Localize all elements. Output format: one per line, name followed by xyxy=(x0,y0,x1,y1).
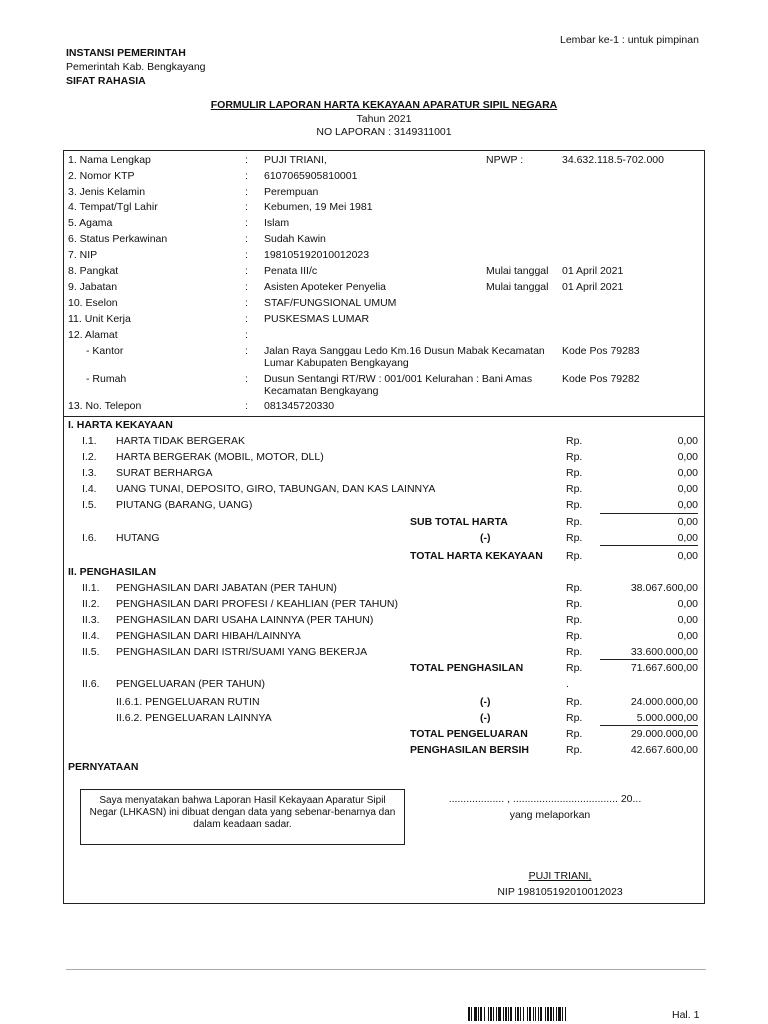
pengeluaran-rutin-minus: (-) xyxy=(480,696,491,708)
kantor-colon: : xyxy=(245,345,248,357)
identity-label: 5. Agama xyxy=(68,217,113,229)
identity-value: Sudah Kawin xyxy=(264,233,326,245)
classification-label: SIFAT RAHASIA xyxy=(66,75,146,87)
identity-value: Islam xyxy=(264,217,290,229)
income-item-label: PENGHASILAN DARI ISTRI/SUAMI YANG BEKERJA xyxy=(116,646,368,658)
penghasilan-bersih-label: PENGHASILAN BERSIH xyxy=(410,744,530,756)
income-item-amount: 0,00 xyxy=(677,598,698,610)
harta-item-number: I.3. xyxy=(82,467,97,479)
jabatan-start-date: 01 April 2021 xyxy=(562,281,624,293)
pengeluaran-rutin-currency: Rp. xyxy=(566,696,583,708)
pengeluaran-rutin-amount: 24.000.000,00 xyxy=(630,696,698,708)
harta-item-amount: 0,00 xyxy=(677,435,698,447)
income-item-amount: 0,00 xyxy=(677,614,698,626)
pengeluaran-lainnya-amount: 5.000.000,00 xyxy=(636,712,698,724)
total-income-currency: Rp. xyxy=(566,662,583,674)
identity-colon: : xyxy=(245,281,248,293)
signer-name: PUJI TRIANI, xyxy=(528,870,592,882)
identity-label: 2. Nomor KTP xyxy=(68,170,135,182)
barcode-icon xyxy=(468,1007,567,1021)
identity-colon: : xyxy=(245,297,248,309)
report-number: NO LAPORAN : 3149311001 xyxy=(316,126,452,138)
total-harta-currency: Rp. xyxy=(566,550,583,562)
total-harta-underline xyxy=(600,545,698,546)
total-pengeluaran-amount: 29.000.000,00 xyxy=(630,728,698,740)
copy-note: Lembar ke-1 : untuk pimpinan xyxy=(560,34,699,46)
identity-colon: : xyxy=(245,217,248,229)
harta-item-currency: Rp. xyxy=(566,451,583,463)
identity-label: 10. Eselon xyxy=(68,297,118,309)
income-item-number: II.3. xyxy=(82,614,100,626)
footer-divider xyxy=(66,969,706,970)
subtotal-harta-currency: Rp. xyxy=(566,516,583,528)
identity-colon: : xyxy=(245,233,248,245)
harta-item-amount: 0,00 xyxy=(677,451,698,463)
harta-item-number: I.1. xyxy=(82,435,97,447)
identity-label: 7. NIP xyxy=(68,249,98,261)
harta-item-label: HARTA TIDAK BERGERAK xyxy=(116,435,245,447)
identity-value: STAF/FUNGSIONAL UMUM xyxy=(264,297,397,309)
sub-agency: Pemerintah Kab. Bengkayang xyxy=(66,61,206,73)
phone-label: 13. No. Telepon xyxy=(68,400,142,412)
identity-colon: : xyxy=(245,249,248,261)
identity-colon: : xyxy=(245,170,248,182)
identity-label: 11. Unit Kerja xyxy=(68,313,131,325)
pangkat-start-date: 01 April 2021 xyxy=(562,265,624,277)
total-income-amount: 71.667.600,00 xyxy=(630,662,698,674)
income-item-number: II.4. xyxy=(82,630,100,642)
kantor-postcode: Kode Pos 79283 xyxy=(562,345,640,357)
total-income-underline xyxy=(600,659,698,660)
hutang-amount: 0,00 xyxy=(677,532,698,544)
income-item-currency: Rp. xyxy=(566,614,583,626)
identity-value: Asisten Apoteker Penyelia xyxy=(264,281,386,293)
subtotal-harta-label: SUB TOTAL HARTA xyxy=(410,516,508,528)
signer-nip: NIP 198105192010012023 xyxy=(497,886,623,898)
agency-name: INSTANSI PEMERINTAH xyxy=(66,47,186,59)
hutang-minus: (-) xyxy=(480,532,491,544)
page-number: Hal. 1 xyxy=(672,1009,700,1021)
identity-colon: : xyxy=(245,154,248,166)
identity-value: Perempuan xyxy=(264,186,319,198)
income-item-currency: Rp. xyxy=(566,646,583,658)
identity-value: PUSKESMAS LUMAR xyxy=(264,313,370,325)
harta-item-amount: 0,00 xyxy=(677,483,698,495)
identity-value: PUJI TRIANI, xyxy=(264,154,327,166)
harta-item-currency: Rp. xyxy=(566,467,583,479)
income-item-label: PENGHASILAN DARI PROFESI / KEAHLIAN (PER TAHUN) xyxy=(116,598,399,610)
identity-value: 6107065905810001 xyxy=(264,170,358,182)
penghasilan-bersih-currency: Rp. xyxy=(566,744,583,756)
reporter-label: yang melaporkan xyxy=(509,809,591,821)
identity-colon: : xyxy=(245,201,248,213)
identity-value: 198105192010012023 xyxy=(264,249,370,261)
identity-colon: : xyxy=(245,265,248,277)
hutang-number: I.6. xyxy=(82,532,97,544)
harta-item-label: SURAT BERHARGA xyxy=(116,467,213,479)
income-item-amount: 33.600.000,00 xyxy=(630,646,698,658)
income-item-number: II.1. xyxy=(82,582,100,594)
npwp-value: 34.632.118.5-702.000 xyxy=(562,154,664,166)
total-harta-amount: 0,00 xyxy=(677,550,698,562)
hutang-currency: Rp. xyxy=(566,532,583,544)
section-divider xyxy=(63,416,705,417)
pengeluaran-number: II.6. xyxy=(82,678,100,690)
rumah-colon: : xyxy=(245,373,248,385)
form-title: FORMULIR LAPORAN HARTA KEKAYAAN APARATUR SIPIL NEGARA xyxy=(210,99,558,111)
identity-label: 1. Nama Lengkap xyxy=(68,154,151,166)
harta-item-currency: Rp. xyxy=(566,435,583,447)
signature-date-line: ................... , .................................... 20... xyxy=(448,793,642,805)
identity-value: Penata III/c xyxy=(264,265,318,277)
total-income-label: TOTAL PENGHASILAN xyxy=(410,662,524,674)
total-pengeluaran-currency: Rp. xyxy=(566,728,583,740)
harta-item-label: HARTA BERGERAK (MOBIL, MOTOR, DLL) xyxy=(116,451,324,463)
rumah-address-line1: Dusun Sentangi RT/RW : 001/001 Kelurahan : Bani Amas xyxy=(264,373,533,385)
harta-item-number: I.2. xyxy=(82,451,97,463)
harta-heading: I. HARTA KEKAYAAN xyxy=(68,419,173,431)
rumah-postcode: Kode Pos 79282 xyxy=(562,373,640,385)
pengeluaran-lainnya-minus: (-) xyxy=(480,712,491,724)
hutang-label: HUTANG xyxy=(116,532,160,544)
total-pengeluaran-label: TOTAL PENGELUARAN xyxy=(410,728,528,740)
identity-colon: : xyxy=(245,186,248,198)
kantor-address-line2: Lumar Kabupaten Bengkayang xyxy=(264,357,409,369)
harta-item-label: PIUTANG (BARANG, UANG) xyxy=(116,499,253,511)
income-item-label: PENGHASILAN DARI HIBAH/LAINNYA xyxy=(116,630,301,642)
identity-value: Kebumen, 19 Mei 1981 xyxy=(264,201,373,213)
subtotal-underline xyxy=(600,513,698,514)
rumah-address-line2: Kecamatan Bengkayang xyxy=(264,385,379,397)
identity-label: 9. Jabatan xyxy=(68,281,118,293)
pengeluaran-lainnya-currency: Rp. xyxy=(566,712,583,724)
income-item-currency: Rp. xyxy=(566,582,583,594)
income-item-amount: 0,00 xyxy=(677,630,698,642)
identity-colon: : xyxy=(245,329,248,341)
pengeluaran-lainnya-label: II.6.2. PENGELUARAN LAINNYA xyxy=(116,712,272,724)
harta-item-currency: Rp. xyxy=(566,483,583,495)
harta-item-currency: Rp. xyxy=(566,499,583,511)
income-item-amount: 38.067.600,00 xyxy=(630,582,698,594)
harta-item-label: UANG TUNAI, DEPOSITO, GIRO, TABUNGAN, DAN KAS LAINNYA xyxy=(116,483,436,495)
pengeluaran-label: PENGELUARAN (PER TAHUN) xyxy=(116,678,265,690)
pengeluaran-rutin-label: II.6.1. PENGELUARAN RUTIN xyxy=(116,696,260,708)
npwp-label: NPWP : xyxy=(486,154,524,166)
identity-label: 4. Tempat/Tgl Lahir xyxy=(68,201,158,213)
subtotal-harta-amount: 0,00 xyxy=(677,516,698,528)
income-item-currency: Rp. xyxy=(566,598,583,610)
total-harta-label: TOTAL HARTA KEKAYAAN xyxy=(410,550,543,562)
income-item-label: PENGHASILAN DARI JABATAN (PER TAHUN) xyxy=(116,582,337,594)
kantor-address-line1: Jalan Raya Sanggau Ledo Km.16 Dusun Mabak Kecamatan xyxy=(264,345,545,357)
identity-colon: : xyxy=(245,313,248,325)
harta-item-number: I.5. xyxy=(82,499,97,511)
pengeluaran-dot: . xyxy=(566,678,569,690)
identity-label: 6. Status Perkawinan xyxy=(68,233,168,245)
income-item-label: PENGHASILAN DARI USAHA LAINNYA (PER TAHUN) xyxy=(116,614,374,626)
identity-label: 3. Jenis Kelamin xyxy=(68,186,146,198)
identity-label: 8. Pangkat xyxy=(68,265,119,277)
form-year: Tahun 2021 xyxy=(356,113,412,125)
harta-item-number: I.4. xyxy=(82,483,97,495)
identity-label: 12. Alamat xyxy=(68,329,118,341)
rumah-label: - Rumah xyxy=(86,373,127,385)
phone-value: 081345720330 xyxy=(264,400,335,412)
income-item-number: II.5. xyxy=(82,646,100,658)
kantor-label: - Kantor xyxy=(86,345,124,357)
jabatan-start-label: Mulai tanggal xyxy=(486,281,549,293)
total-out-underline xyxy=(600,725,698,726)
phone-colon: : xyxy=(245,400,248,412)
income-item-currency: Rp. xyxy=(566,630,583,642)
pangkat-start-label: Mulai tanggal xyxy=(486,265,549,277)
pernyataan-heading: PERNYATAAN xyxy=(68,761,139,773)
income-item-number: II.2. xyxy=(82,598,100,610)
harta-item-amount: 0,00 xyxy=(677,467,698,479)
statement-text: Saya menyatakan bahwa Laporan Hasil Kekayaan Aparatur Sipil Negar (LHKASN) ini dibuat dengan data yang sebenar-benarnya dan dalam keadaan sadar. xyxy=(89,795,396,830)
penghasilan-bersih-amount: 42.667.600,00 xyxy=(630,744,698,756)
penghasilan-heading: II. PENGHASILAN xyxy=(68,566,157,578)
harta-item-amount: 0,00 xyxy=(677,499,698,511)
